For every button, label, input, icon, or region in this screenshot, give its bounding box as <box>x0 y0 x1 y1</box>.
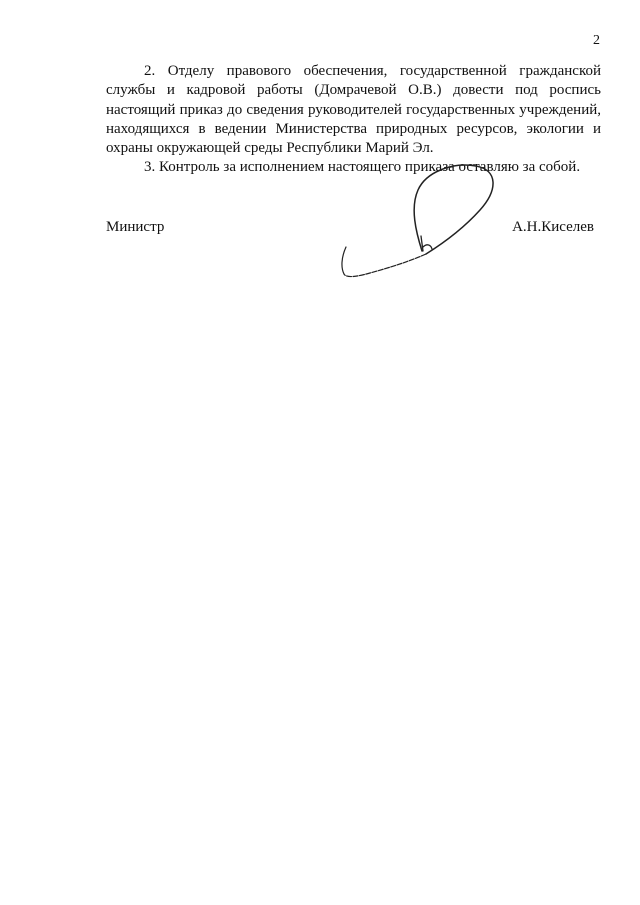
signature-loop-stroke <box>414 165 493 254</box>
page-number: 2 <box>593 33 600 48</box>
signature-tail-stroke <box>344 254 426 277</box>
signatory-name: А.Н.Киселев <box>512 219 594 235</box>
paragraph-3: 3. Контроль за исполнением настоящего приказа оставляю за собой. <box>144 159 581 176</box>
signature-block <box>106 218 594 240</box>
signature-hook-stroke <box>342 247 346 274</box>
signatory-title: Министр <box>106 219 165 235</box>
paragraph-2: 2. Отделу правового обеспечения, государственной гражданской службы и кадровой работы (Домрачевой О.В.) довести под роспись настоящий приказ до сведения руководителей государственных учреждений, находящихся в ведении Министерства природных ресурсов, экологии и охраны окружающей среды Республики Марий Эл. <box>106 63 601 157</box>
